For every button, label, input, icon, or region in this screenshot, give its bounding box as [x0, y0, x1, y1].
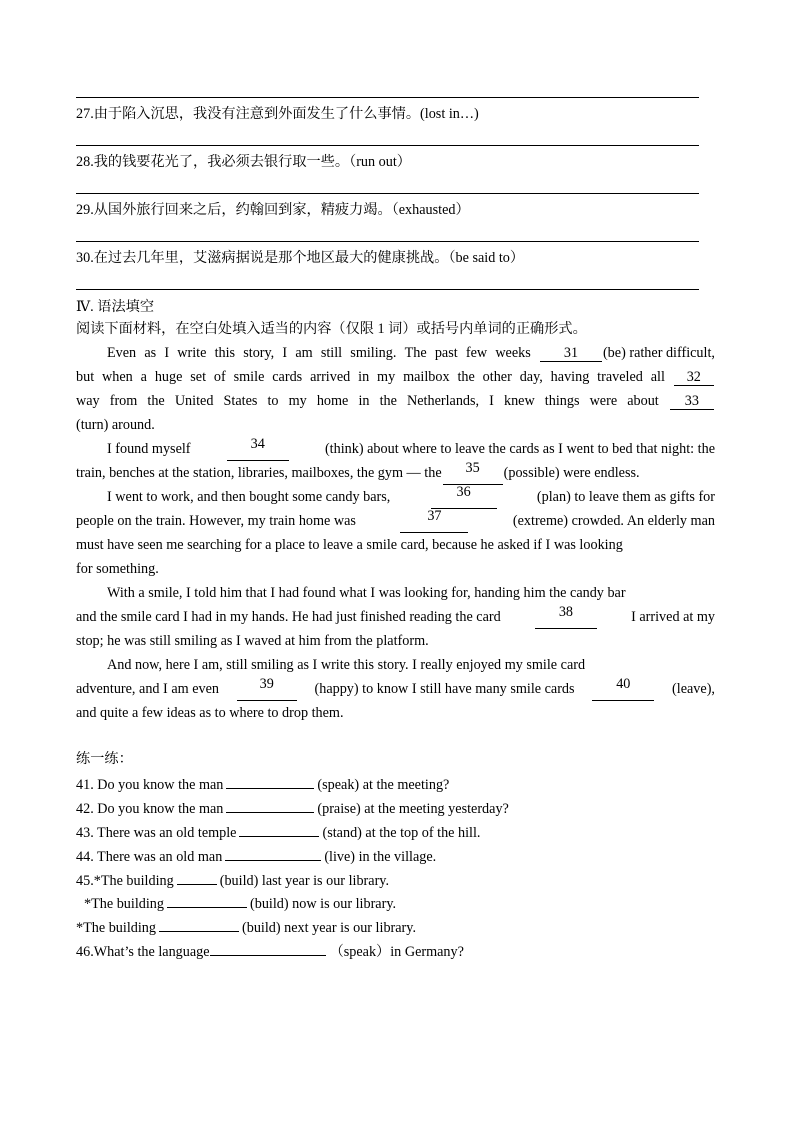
answer-blank[interactable]: [159, 918, 239, 932]
passage-word: were: [589, 393, 618, 409]
blank-32[interactable]: 32: [674, 370, 714, 386]
passage-word: I: [282, 345, 288, 361]
passage-word: things: [544, 393, 580, 409]
passage-word: States: [223, 393, 258, 409]
passage-word: about: [627, 393, 659, 409]
passage-word: huge: [154, 369, 183, 385]
blank-31[interactable]: 31: [540, 346, 602, 362]
passage-word: my: [377, 369, 396, 385]
passage-text: must have seen me searching for a place to leave a smile card, because he asked if I was looking: [76, 537, 623, 553]
passage-line: [76, 605, 715, 629]
answer-blank[interactable]: [239, 823, 319, 837]
passage-text: (possible) were endless.: [503, 465, 640, 481]
item-text: (live) in the village.: [324, 849, 437, 865]
blank-34[interactable]: 34: [227, 437, 289, 461]
passage-text: for something.: [76, 561, 159, 577]
passage-line: [76, 509, 715, 533]
passage-text: and the smile card I had in my hands. He had just finished reading the card: [76, 609, 501, 625]
translation-item-28: 28.我的钱要花光了，我必须去银行取一些。（run out）: [76, 154, 411, 170]
passage-word: I: [489, 393, 494, 409]
passage-line: [76, 437, 715, 461]
item-text: 43. There was an old temple: [76, 825, 237, 841]
passage-line: [76, 629, 715, 653]
passage-word: the: [379, 393, 397, 409]
blank-35[interactable]: 35: [443, 461, 503, 485]
passage-text: adventure, and I am even: [76, 681, 219, 697]
passage-line: [76, 365, 715, 389]
passage-word: this: [214, 345, 236, 361]
passage-word: few: [465, 345, 488, 361]
answer-line-29: [76, 241, 699, 242]
item-text: 41. Do you know the man: [76, 777, 224, 793]
passage: [76, 341, 715, 725]
passage-line: [76, 581, 715, 605]
passage-line: [76, 389, 715, 413]
translation-item-27: 27.由于陷入沉思，我没有注意到外面发生了什么事情。(lost in…): [76, 106, 479, 122]
passage-text: (plan) to leave them as gifts for: [536, 489, 715, 505]
passage-word: I: [164, 345, 170, 361]
passage-word: smile: [233, 369, 265, 385]
passage-word: my: [288, 393, 307, 409]
section-title: Ⅳ. 语法填空: [76, 299, 155, 315]
passage-line: [76, 653, 715, 677]
passage-word: [673, 365, 715, 389]
passage-word: a: [140, 369, 147, 385]
answer-blank[interactable]: [226, 775, 314, 789]
passage-word: [669, 389, 715, 413]
practice-title: 练一练：: [76, 751, 133, 767]
passage-line: [76, 341, 715, 365]
translation-item-30: 30.在过去几年里，艾滋病据说是那个地区最大的健康挑战。（be said to）: [76, 250, 525, 266]
passage-text: I arrived at my: [631, 609, 715, 625]
passage-text: I went to work, and then bought some candy bars,: [107, 489, 391, 505]
passage-text: (happy) to know I still have many smile cards: [314, 681, 575, 697]
item-text: (build) last year is our library.: [219, 873, 390, 889]
passage-word: of: [213, 369, 226, 385]
blank-39[interactable]: 39: [237, 677, 297, 701]
passage-text: (turn) around.: [76, 417, 155, 433]
passage-word: am: [295, 345, 313, 361]
passage-text: And now, here I am, still smiling as I write this story. I really enjoyed my smile card: [107, 657, 586, 673]
answer-line-30: [76, 289, 699, 290]
answer-line-27: [76, 145, 699, 146]
passage-line: [76, 557, 715, 581]
passage-word: United: [174, 393, 214, 409]
passage-text: people on the train. However, my train home was: [76, 513, 356, 529]
passage-word: having: [550, 369, 590, 385]
item-text: 46.What’s the language: [76, 944, 210, 960]
passage-text: stop; he was still smiling as I waved at him from the platform.: [76, 633, 429, 649]
practice-item-46: [76, 942, 464, 961]
passage-word: write: [177, 345, 207, 361]
passage-text: I found myself: [107, 441, 191, 457]
passage-word: set: [190, 369, 207, 385]
passage-word: the: [147, 393, 165, 409]
blank-38[interactable]: 38: [535, 605, 597, 629]
passage-word: still: [320, 345, 343, 361]
passage-word: as: [144, 345, 157, 361]
passage-text: (leave),: [672, 681, 715, 697]
passage-word: in: [358, 393, 370, 409]
item-text: (stand) at the top of the hill.: [322, 825, 481, 841]
passage-word: arrived: [310, 369, 351, 385]
item-text: (build) next year is our library.: [242, 920, 417, 936]
passage-word: cards: [272, 369, 303, 385]
passage-text: (think) about where to leave the cards as I went to bed that night: the: [324, 441, 715, 457]
section-instruction: 阅读下面材料，在空白处填入适当的内容（仅限 1 词）或括号内单词的正确形式。: [76, 321, 587, 337]
passage-word: the: [457, 369, 475, 385]
passage-word: from: [109, 393, 138, 409]
practice-item-43: [76, 823, 480, 842]
practice-item-42: [76, 799, 509, 818]
blank-40[interactable]: 40: [592, 677, 654, 701]
passage-text: (extreme) crowded. An elderly man: [512, 513, 715, 529]
passage-word: Even: [107, 345, 137, 361]
passage-text: train, benches at the station, libraries, mailboxes, the gym — the: [76, 465, 442, 481]
passage-word: knew: [503, 393, 535, 409]
passage-word: way: [76, 393, 100, 409]
translation-item-29: 29.从国外旅行回来之后，约翰回到家，精疲力竭。（exhausted）: [76, 202, 470, 218]
passage-word: traveled: [597, 369, 643, 385]
passage-word: weeks: [495, 345, 531, 361]
item-text: 44. There was an old man: [76, 849, 223, 865]
passage-word: to: [267, 393, 279, 409]
passage-line: [76, 533, 715, 557]
item-text: *The building: [76, 920, 156, 936]
answer-line-28: [76, 193, 699, 194]
passage-word: other: [482, 369, 512, 385]
answer-blank[interactable]: [210, 942, 326, 956]
answer-blank[interactable]: [167, 894, 247, 908]
practice-item-45b: [84, 894, 396, 913]
passage-text: (be) rather difficult,: [602, 345, 715, 361]
passage-text: and quite a few ideas as to where to drop them.: [76, 705, 344, 721]
passage-word: in: [358, 369, 370, 385]
passage-line: [76, 461, 715, 485]
answer-line-26: [76, 97, 699, 98]
passage-line: [76, 485, 715, 509]
answer-blank[interactable]: [225, 847, 321, 861]
blank-36[interactable]: 36: [431, 485, 497, 509]
passage-line: [76, 413, 715, 437]
practice-item-45c: [76, 918, 416, 937]
passage-word: [539, 341, 715, 365]
passage-word: smiling.: [350, 345, 397, 361]
blank-37[interactable]: 37: [400, 509, 468, 533]
blank-33[interactable]: 33: [670, 394, 714, 410]
passage-word: day,: [519, 369, 543, 385]
item-text: *The building: [84, 896, 164, 912]
passage-line: [76, 701, 715, 725]
passage-text: With a smile, I told him that I had found what I was looking for, handing him the candy bar: [107, 585, 626, 601]
answer-blank[interactable]: [177, 871, 217, 885]
passage-word: Netherlands,: [406, 393, 480, 409]
item-text: (build) now is our library.: [250, 896, 397, 912]
practice-item-45a: [76, 871, 389, 890]
passage-word: when: [102, 369, 133, 385]
item-text: 45.*The building: [76, 873, 174, 889]
practice-item-41: [76, 775, 449, 794]
passage-word: past: [434, 345, 458, 361]
passage-word: but: [76, 369, 95, 385]
item-text: (speak) at the meeting?: [317, 777, 450, 793]
passage-word: The: [404, 345, 427, 361]
item-text: 42. Do you know the man: [76, 801, 224, 817]
passage-word: story,: [243, 345, 275, 361]
passage-word: home: [316, 393, 349, 409]
item-text: （speak）in Germany?: [329, 944, 464, 960]
item-text: (praise) at the meeting yesterday?: [317, 801, 509, 817]
answer-blank[interactable]: [226, 799, 314, 813]
passage-word: mailbox: [403, 369, 450, 385]
passage-word: all: [650, 369, 665, 385]
passage-line: [76, 677, 715, 701]
practice-item-44: [76, 847, 436, 866]
